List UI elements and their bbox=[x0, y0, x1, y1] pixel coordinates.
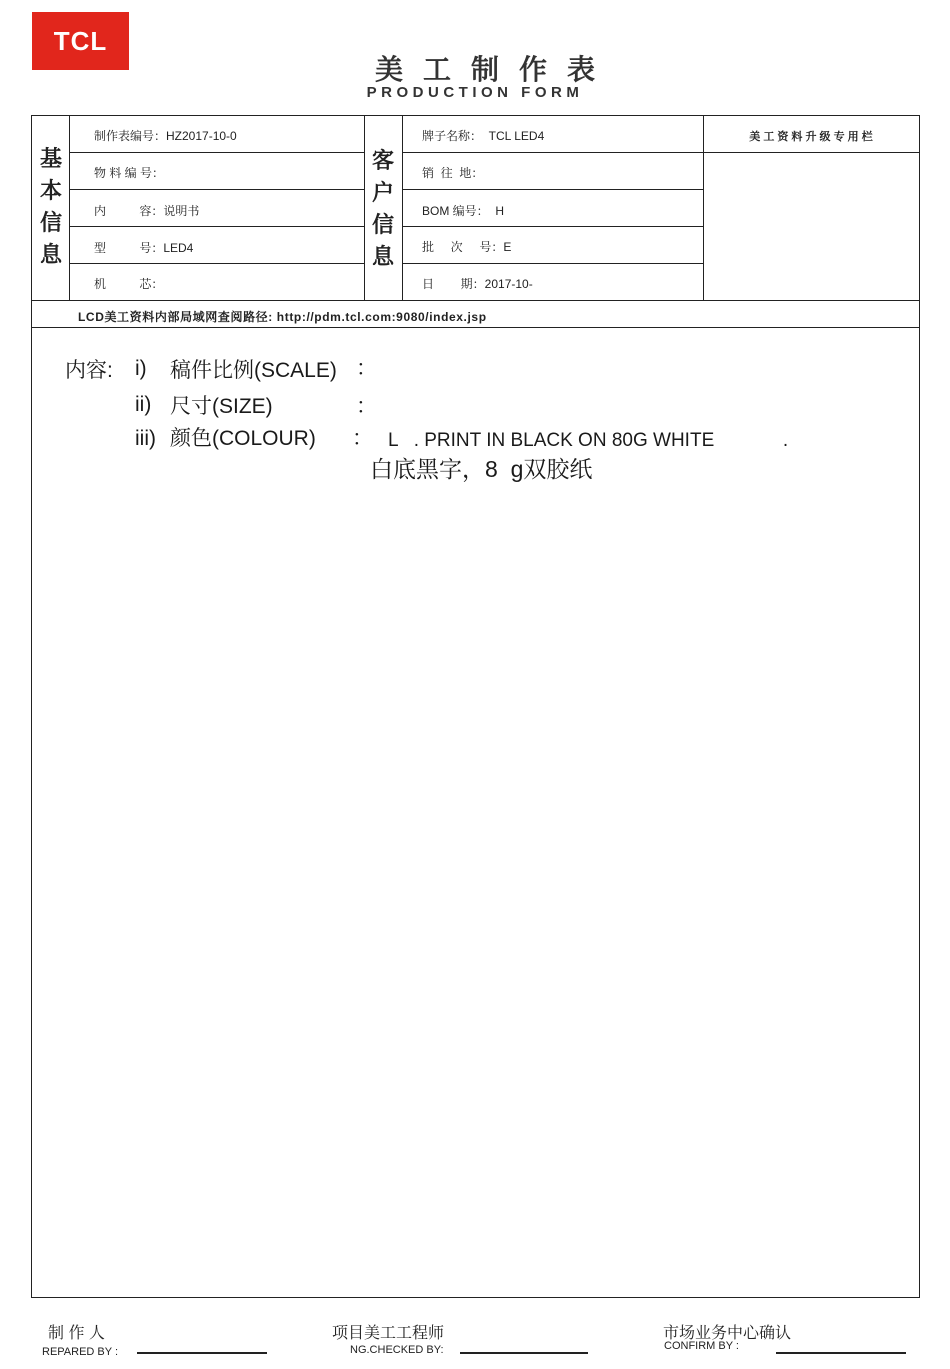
confirm-label-en: CONFIRM BY : bbox=[664, 1340, 739, 1352]
content-row-num: i) bbox=[135, 357, 147, 380]
engineer-signature-line[interactable] bbox=[460, 1352, 588, 1354]
content-heading: 内容: bbox=[65, 359, 113, 382]
colour-value: L . PRINT IN BLACK ON 80G WHITE . bbox=[388, 430, 789, 451]
content-row-num: ii) bbox=[135, 393, 152, 416]
engineer-label-en: NG.CHECKED BY: bbox=[350, 1344, 444, 1356]
preparer-label-en: REPARED BY : bbox=[42, 1346, 119, 1358]
bom-number-field: BOM 编号： H bbox=[422, 204, 505, 218]
colour-value-cn: 白底黑字，8 g双胶纸 bbox=[370, 456, 593, 482]
model-field: 型 号：LED4 bbox=[94, 241, 194, 255]
scale-label: 稿件比例(SCALE) bbox=[170, 359, 337, 382]
scale-colon: ： bbox=[356, 357, 377, 380]
engineer-label-cn: 项目美工工程师 bbox=[332, 1325, 445, 1342]
size-label: 尺寸(SIZE) bbox=[170, 395, 273, 418]
customer-info-label: 客 户 信 息 bbox=[371, 148, 394, 269]
form-title-en: PRODUCTION FORM bbox=[366, 84, 584, 101]
brand-name-field: 牌子名称： TCL LED4 bbox=[422, 129, 545, 143]
access-path: LCD美工资料内部局域网查阅路径: http://pdm.tcl.com:9080/index.jsp bbox=[78, 310, 487, 324]
form-frame bbox=[31, 115, 920, 1298]
colour-label: 颜色(COLOUR) bbox=[170, 427, 316, 450]
preparer-label-cn: 制 作 人 bbox=[48, 1325, 105, 1342]
basic-info-label: 基 本 信 息 bbox=[39, 146, 62, 267]
content-row-num: iii) bbox=[135, 427, 156, 450]
colour-colon: ： bbox=[352, 427, 373, 450]
upgrade-column-title: 美 工 资 料 升 级 专 用 栏 bbox=[749, 131, 873, 143]
content-field: 内 容：说明书 bbox=[94, 204, 200, 218]
material-number-field: 物 料 编 号： bbox=[94, 166, 165, 180]
form-title-cn: 美工制作表 bbox=[374, 54, 615, 85]
form-number-field: 制作表编号：HZ2017-10-0 bbox=[94, 129, 237, 143]
date-field: 日 期：2017-10- bbox=[422, 277, 533, 291]
size-colon: ： bbox=[356, 395, 377, 418]
batch-number-field: 批 次 号：E bbox=[422, 240, 512, 254]
preparer-signature-line[interactable] bbox=[137, 1352, 267, 1354]
confirm-label-cn: 市场业务中心确认 bbox=[663, 1325, 792, 1342]
confirm-signature-line[interactable] bbox=[776, 1352, 906, 1354]
tcl-logo: TCL bbox=[32, 12, 129, 70]
chassis-field: 机 芯： bbox=[94, 277, 164, 291]
destination-field: 销 往 地： bbox=[422, 166, 484, 180]
